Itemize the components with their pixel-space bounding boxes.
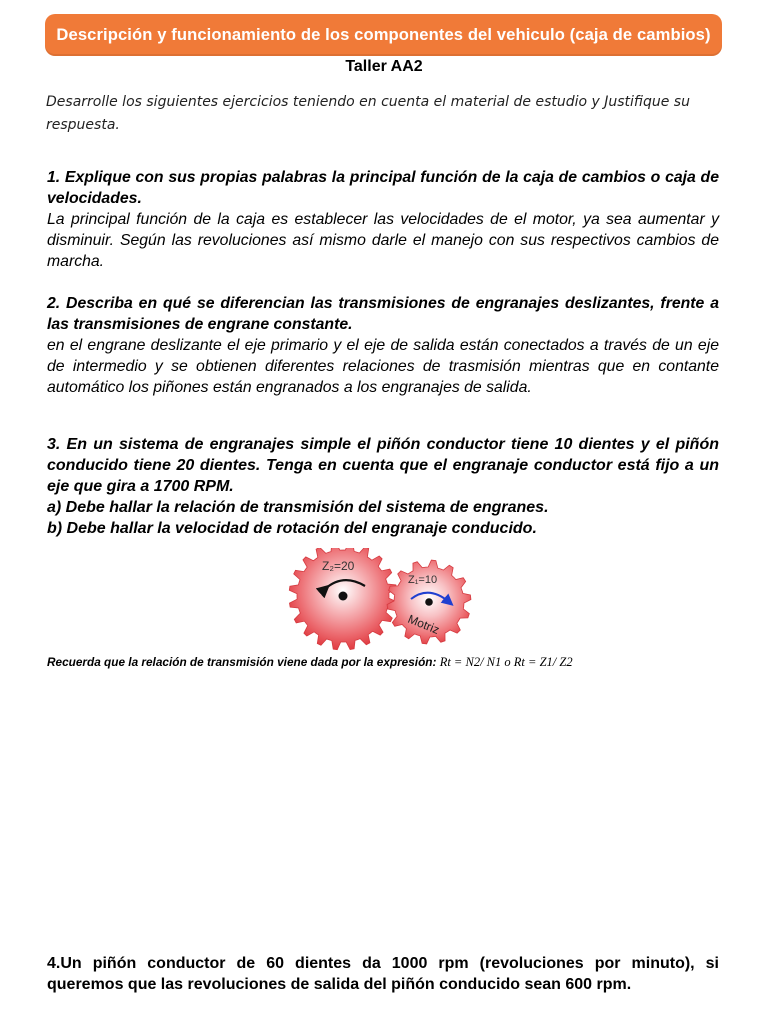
banner-title: Descripción y funcionamiento de los componentes del vehiculo (caja de cambios): [56, 25, 711, 44]
title-banner: [45, 14, 722, 56]
small-gear-label: Z₁=10: [408, 574, 438, 586]
answer-2: en el engrane deslizante el eje primario y el eje de salida están conectados a través de un eje de intermedio y se obtienen diferentes relaciones de trasmisión mientras que en contante automático los piñones están engranados a los engranajes de salida.: [47, 337, 719, 396]
question-4: 4.Un piñón conductor de 60 dientes da 1000 rpm (revoluciones por minuto), si queremos que las revoluciones de salida del piñón conducido sean 600 rpm.: [47, 955, 719, 993]
note-text: Recuerda que la relación de transmisión viene dada por la expresión:: [47, 655, 440, 669]
question-3-block: [47, 434, 719, 539]
small-gear-axle: [425, 598, 433, 606]
large-gear-axle: [339, 592, 348, 601]
large-gear-label: Z₂=20: [322, 559, 355, 573]
question-1: 1. Explique con sus propias palabras la principal función de la caja de cambios o caja de velocidades.: [47, 169, 719, 207]
instructions: Desarrolle los siguientes ejercicios teniendo en cuenta el material de estudio y Justifique su respuesta.: [46, 94, 690, 133]
question-2-block: [47, 293, 719, 398]
question-3-part-a: a) Debe hallar la relación de transmisión del sistema de engranes.: [47, 499, 549, 516]
question-3: 3. En un sistema de engranajes simple el piñón conductor tiene 10 dientes y el piñón conducido tiene 20 dientes. Tenga en cuenta que el engranaje conductor está fijo a un eje que gira a 1700 RPM.: [47, 436, 719, 495]
formula: Rt = N2/ N1 o Rt = Z1/ Z2: [439, 655, 573, 669]
motor-label: Motriz: [405, 611, 442, 638]
answer-1: La principal función de la caja es establecer las velocidades de el motor, ya sea aumentar y disminuir. Según las revoluciones así mismo darle el manejo con sus respectivos cambios de marcha.: [47, 211, 719, 270]
gear-diagram: [285, 548, 475, 654]
question-1-block: [47, 167, 719, 272]
question-3-part-b: b) Debe hallar la velocidad de rotación del engranaje conducido.: [47, 520, 537, 537]
question-2: 2. Describa en qué se diferencian las transmisiones de engranajes deslizantes, frente a las transmisiones de engrane constante.: [47, 295, 719, 333]
subtitle: Taller AA2: [345, 58, 423, 75]
formula-note: [47, 655, 737, 670]
